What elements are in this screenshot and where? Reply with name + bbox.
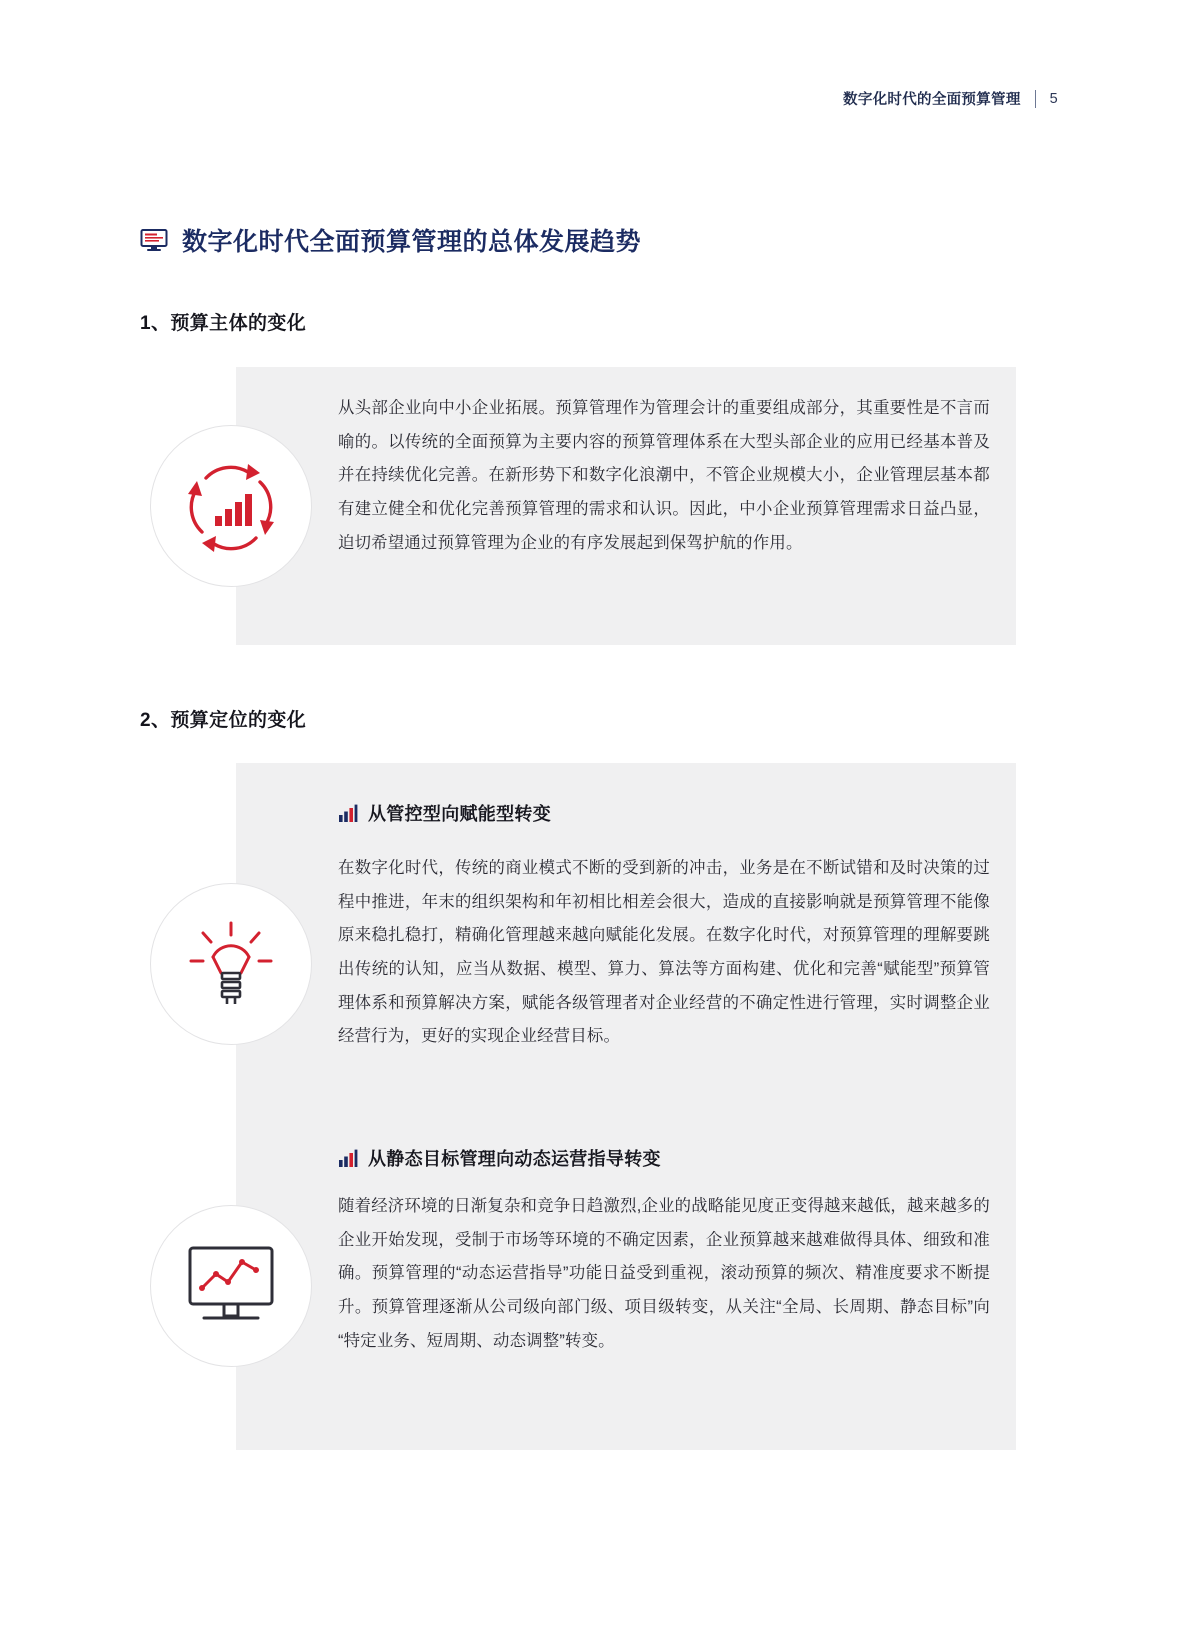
- section-title-row: [140, 222, 641, 258]
- card-heading-2-label: 从静态目标管理向动态运营指导转变: [368, 1149, 661, 1169]
- card-heading-1-label: 从管控型向赋能型转变: [368, 804, 551, 824]
- bar-chart-icon: [338, 804, 358, 823]
- cycle-chart-icon: [150, 425, 312, 587]
- running-title: 数字化时代的全面预算管理: [843, 92, 1021, 108]
- paragraph-budget-subject: 从头部企业向中小企业拓展。预算管理作为管理会计的重要组成部分，其重要性是不言而喻的。以传统的全面预算为主要内容的预算管理体系在大型头部企业的应用已经基本普及并在持续优化完善。在新形势下和数字化浪潮中，不管企业规模大小，企业管理层基本都有建立健全和优化完善预算管理的需求和认识。因此，中小企业预算管理需求日益凸显，迫切希望通过预算管理为企业的有序发展起到保驾护航的作用。: [338, 399, 990, 552]
- monitor-icon: [140, 228, 168, 252]
- card-heading-dynamic-operation: [338, 1145, 661, 1171]
- header-divider: [1035, 90, 1036, 108]
- monitor-chart-icon: [150, 1205, 312, 1367]
- paragraph-enablement: 在数字化时代，传统的商业模式不断的受到新的冲击，业务是在不断试错和及时决策的过程中推进，年末的组织架构和年初相比相差会很大，造成的直接影响就是预算管理不能像原来稳扎稳打，精确化管理越来越向赋能化发展。在数字化时代，对预算管理的理解要跳出传统的认知，应当从数据、模型、算力、算法等方面构建、优化和完善“赋能型”预算管理体系和预算解决方案，赋能各级管理者对企业经营的不确定性进行管理，实时调整企业经营行为，更好的实现企业经营目标。: [338, 859, 990, 1046]
- subheading-budget-subject: 1、预算主体的变化: [140, 313, 307, 334]
- lightbulb-gear-icon: [150, 883, 312, 1045]
- page-title: 数字化时代全面预算管理的总体发展趋势: [182, 228, 642, 256]
- card-heading-enablement: [338, 800, 551, 826]
- page-header: [843, 88, 1058, 109]
- page-number: 5: [1049, 90, 1058, 107]
- bar-chart-icon: [338, 1149, 358, 1168]
- subheading-budget-positioning: 2、预算定位的变化: [140, 710, 307, 731]
- paragraph-dynamic-operation: 随着经济环境的日渐复杂和竞争日趋激烈,企业的战略能见度正变得越来越低，越来越多的企业开始发现，受制于市场等环境的不确定因素，企业预算越来越难做得具体、细致和准确。预算管理的“动态运营指导”功能日益受到重视，滚动预算的频次、精准度要求不断提升。预算管理逐渐从公司级向部门级、项目级转变，从关注“全局、长周期、静态目标”向“特定业务、短周期、动态调整”转变。: [338, 1197, 990, 1350]
